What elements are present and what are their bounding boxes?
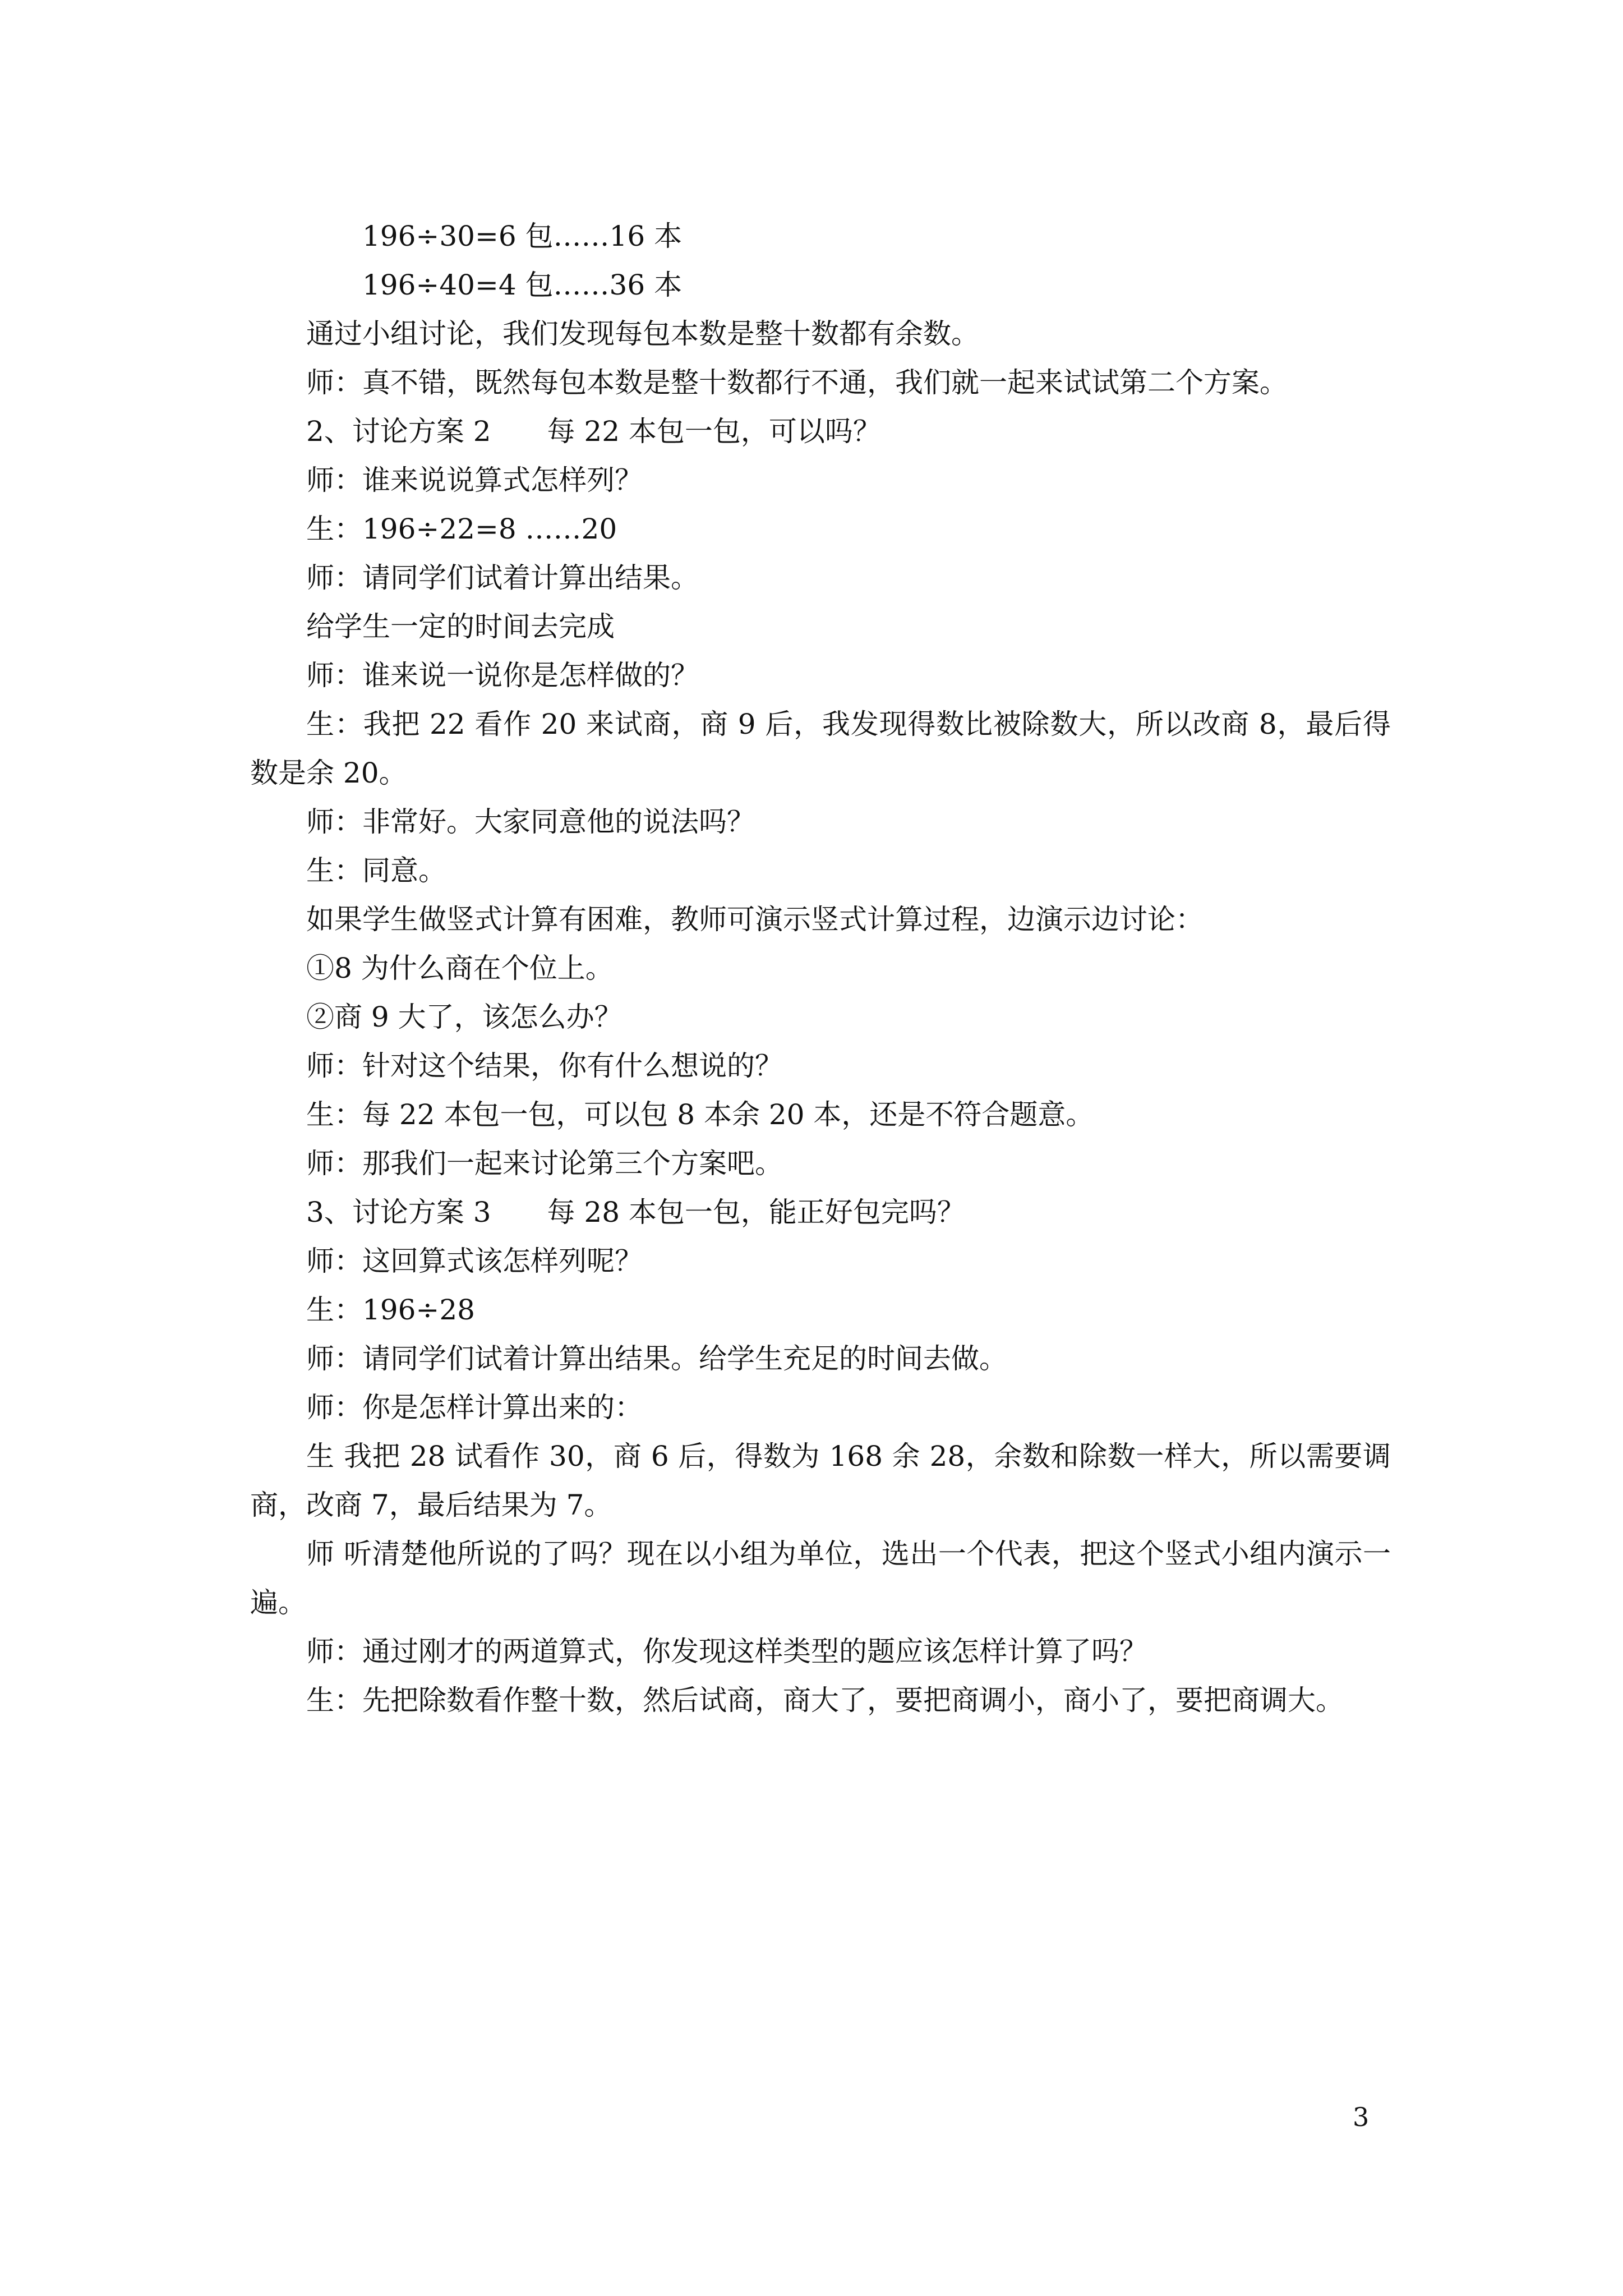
text-line: 师：真不错，既然每包本数是整十数都行不通，我们就一起来试试第二个方案。 bbox=[306, 366, 1288, 399]
text-line: 生：每 22 本包一包，可以包 8 本余 20 本，还是不符合题意。 bbox=[306, 1098, 1094, 1131]
text-line: 生：先把除数看作整十数，然后试商，商大了，要把商调小，商小了，要把商调大。 bbox=[306, 1684, 1344, 1717]
text-line: 师：请同学们试着计算出结果。 bbox=[306, 562, 699, 594]
page-body bbox=[250, 212, 1391, 1725]
list-item: ①8 为什么商在个位上。 bbox=[306, 952, 614, 984]
text-line: 师：针对这个结果，你有什么想说的？ bbox=[306, 1050, 783, 1082]
section-heading: 3、讨论方案 3 每 28 本包一包，能正好包完吗？ bbox=[306, 1196, 965, 1228]
text-line: 师：非常好。大家同意他的说法吗？ bbox=[306, 806, 755, 838]
text-line: 196÷30=6 包……16 本 bbox=[362, 220, 683, 252]
text-paragraph: 师 听清楚他所说的了吗？现在以小组为单位，选出一个代表，把这个竖式小组内演示一遍。 bbox=[250, 1538, 1391, 1619]
text-line: 生：196÷28 bbox=[306, 1294, 475, 1326]
text-paragraph: 生 我把 28 试看作 30，商 6 后，得数为 168 余 28，余数和除数一样大，所以需要调商，改商 7，最后结果为 7。 bbox=[250, 1440, 1391, 1521]
text-line: 如果学生做竖式计算有困难，教师可演示竖式计算过程，边演示边讨论： bbox=[306, 903, 1204, 936]
text-paragraph: 生：我把 22 看作 20 来试商，商 9 后，我发现得数比被除数大，所以改商 8，最后得数是余 20。 bbox=[250, 708, 1391, 789]
section-heading: 2、讨论方案 2 每 22 本包一包，可以吗？ bbox=[306, 415, 881, 448]
text-line: 师：谁来说说算式怎样列？ bbox=[306, 464, 643, 496]
text-line: 196÷40=4 包……36 本 bbox=[362, 269, 683, 301]
text-line: 师：请同学们试着计算出结果。给学生充足的时间去做。 bbox=[306, 1342, 1007, 1375]
list-item: ②商 9 大了，该怎么办？ bbox=[306, 1001, 623, 1033]
text-line: 师：你是怎样计算出来的： bbox=[306, 1391, 643, 1424]
text-line: 给学生一定的时间去完成 bbox=[306, 610, 615, 643]
text-line: 师：谁来说一说你是怎样做的？ bbox=[306, 659, 699, 692]
text-line: 师：那我们一起来讨论第三个方案吧。 bbox=[306, 1147, 783, 1180]
text-line: 生：同意。 bbox=[306, 854, 446, 887]
text-line: 生：196÷22=8 ……20 bbox=[306, 513, 617, 545]
page-number: 3 bbox=[1353, 2102, 1370, 2132]
text-line: 师：这回算式该怎样列呢？ bbox=[306, 1245, 643, 1277]
text-line: 师：通过刚才的两道算式，你发现这样类型的题应该怎样计算了吗？ bbox=[306, 1635, 1147, 1668]
text-line: 通过小组讨论，我们发现每包本数是整十数都有余数。 bbox=[306, 318, 979, 350]
